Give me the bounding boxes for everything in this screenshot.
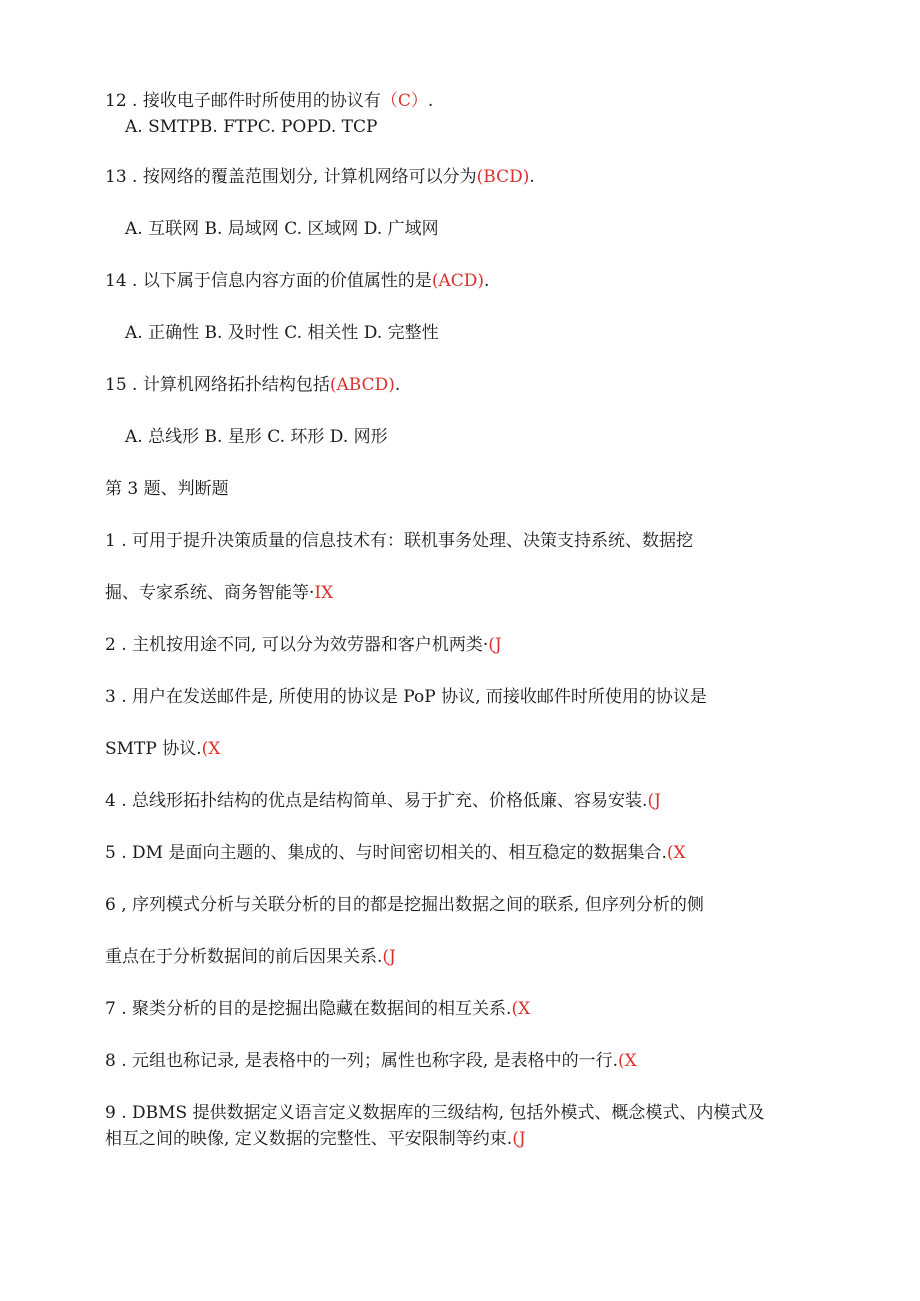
judgment-3-line-2: SMTP 协议.(X bbox=[105, 739, 221, 759]
question-15-stem: 15 . 计算机网络拓扑结构包括(ABCD). bbox=[105, 375, 401, 395]
judgment-9-line-2: 相互之间的映像, 定义数据的完整性、平安限制等约束.(J bbox=[105, 1129, 526, 1149]
judgment-4-answer: (J bbox=[647, 791, 661, 811]
question-12-answer: （C） bbox=[380, 91, 428, 111]
judgment-2-answer: (J bbox=[488, 635, 502, 655]
judgment-9-answer: (J bbox=[512, 1129, 526, 1149]
judgment-6-line-2: 重点在于分析数据间的前后因果关系.(J bbox=[105, 947, 396, 967]
judgment-1-answer: IX bbox=[314, 583, 334, 603]
judgment-1-line-2: 掘、专家系统、商务智能等·IX bbox=[105, 583, 334, 603]
question-13-options: A. 互联网 B. 局域网 C. 区域网 D. 广域网 bbox=[125, 219, 439, 239]
section-title: 第 3 题、判断题 bbox=[105, 479, 229, 499]
judgment-1-line-1: 1 . 可用于提升决策质量的信息技术有：联机事务处理、决策支持系统、数据挖 bbox=[105, 531, 694, 551]
question-13-stem: 13 . 按网络的覆盖范围划分, 计算机网络可以分为(BCD). bbox=[105, 167, 535, 187]
judgment-9-line-1: 9 . DBMS 提供数据定义语言定义数据库的三级结构, 包括外模式、概念模式、内模式及 bbox=[105, 1103, 765, 1123]
judgment-5-answer: (X bbox=[666, 843, 686, 863]
judgment-4: 4 . 总线形拓扑结构的优点是结构简单、易于扩充、价格低廉、容易安装.(J bbox=[105, 791, 661, 811]
judgment-7: 7 . 聚类分析的目的是挖掘出隐藏在数据间的相互关系.(X bbox=[105, 999, 531, 1019]
judgment-3-answer: (X bbox=[201, 739, 221, 759]
judgment-6-line-1: 6 , 序列模式分析与关联分析的目的都是挖掘出数据之间的联系, 但序列分析的侧 bbox=[105, 895, 704, 915]
question-15-answer: (ABCD) bbox=[329, 375, 395, 395]
question-13-answer: (BCD) bbox=[476, 167, 530, 187]
judgment-5: 5 . DM 是面向主题的、集成的、与时间密切相关的、相互稳定的数据集合.(X bbox=[105, 843, 686, 863]
question-14-options: A. 正确性 B. 及时性 C. 相关性 D. 完整性 bbox=[125, 323, 439, 343]
judgment-8-answer: (X bbox=[618, 1051, 637, 1071]
judgment-3-line-1: 3 . 用户在发送邮件是, 所使用的协议是 PoP 协议, 而接收邮件时所使用的协议是 bbox=[105, 687, 707, 707]
question-12-stem: 12 . 接收电子邮件时所使用的协议有（C）. bbox=[105, 91, 434, 111]
judgment-6-answer: (J bbox=[382, 947, 396, 967]
question-14-answer: (ACD) bbox=[431, 271, 485, 291]
question-15-options: A. 总线形 B. 星形 C. 环形 D. 网形 bbox=[125, 427, 388, 447]
judgment-7-answer: (X bbox=[511, 999, 531, 1019]
question-14-stem: 14 . 以下属于信息内容方面的价值属性的是(ACD). bbox=[105, 271, 490, 291]
judgment-8: 8 . 元组也称记录, 是表格中的一列；属性也称字段, 是表格中的一行.(X bbox=[105, 1051, 637, 1071]
judgment-2: 2 . 主机按用途不同, 可以分为效劳器和客户机两类·(J bbox=[105, 635, 502, 655]
question-12-options: A. SMTPB. FTPC. POPD. TCP bbox=[125, 117, 378, 137]
